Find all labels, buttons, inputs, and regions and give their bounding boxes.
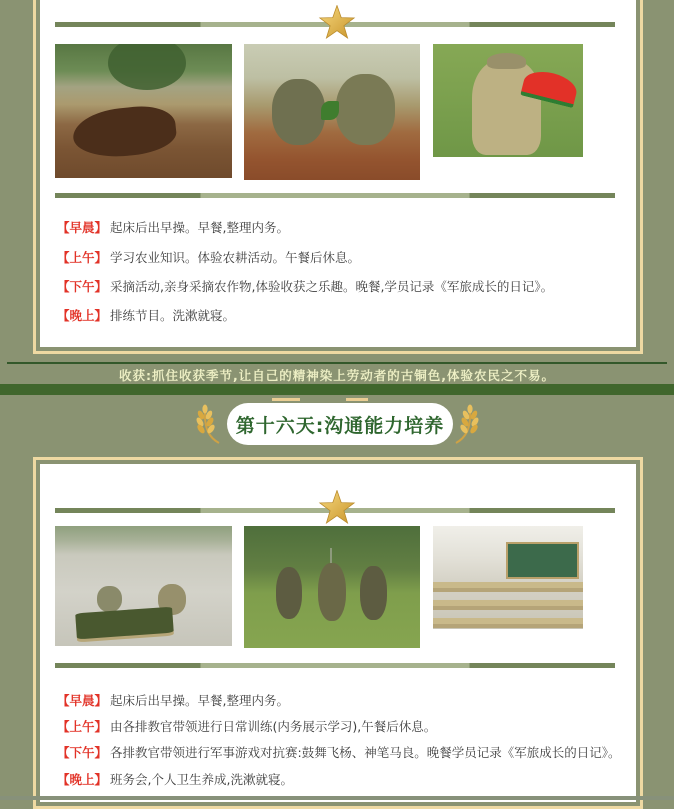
figure-shape	[276, 567, 302, 618]
time-label: 【下午】	[57, 745, 108, 760]
schedule-row	[57, 691, 628, 709]
activity-text: 班务会,个人卫生养成,洗漱就寝。	[110, 772, 293, 787]
green-mat-shape	[75, 607, 174, 640]
day-title-pill	[227, 403, 453, 445]
gold-star-icon	[318, 490, 356, 527]
schedule-row	[57, 218, 628, 236]
activity-text: 由各排教官带领进行日常训练(内务展示学习),午餐后休息。	[110, 719, 437, 734]
schedule-row	[57, 717, 628, 735]
day-title-text: 第十六天:沟通能力培养	[235, 414, 445, 437]
figure-shape	[272, 79, 325, 144]
gold-star-icon	[318, 5, 356, 42]
activity-text: 排练节目。洗漱就寝。	[110, 308, 236, 323]
day16-card	[40, 464, 636, 802]
title-accent-dash	[272, 398, 300, 401]
title-accent-dash	[346, 398, 368, 401]
time-label: 【晚上】	[57, 772, 108, 787]
schedule-row	[57, 743, 628, 761]
day16-card-frame	[33, 457, 643, 809]
schedule-row	[57, 306, 628, 324]
summary-divider-line	[7, 362, 667, 364]
figure-shape	[360, 566, 386, 620]
activity-text: 起床后出早操。早餐,整理内务。	[110, 693, 289, 708]
time-label: 【早晨】	[57, 220, 108, 235]
photo-text-divider-line	[55, 193, 615, 198]
figure-shape	[336, 74, 396, 145]
photo-classroom	[433, 526, 583, 629]
time-label: 【上午】	[57, 719, 108, 734]
schedule-row	[57, 770, 628, 788]
time-label: 【早晨】	[57, 693, 108, 708]
chalkboard-shape	[506, 542, 579, 579]
photo-text-divider-line	[55, 663, 615, 668]
time-label: 【上午】	[57, 250, 108, 265]
prev-day-card-frame	[33, 0, 643, 354]
wheat-ear-icon	[452, 404, 479, 445]
schedule-row	[57, 248, 628, 266]
figure-shape	[97, 586, 122, 612]
day-summary-text: 收获:抓住收获季节,让自己的精神染上劳动者的古铜色,体验农民之不易。	[119, 368, 555, 383]
time-label: 【晚上】	[57, 308, 108, 323]
section-divider-band	[0, 384, 674, 395]
photo-ox-plowing	[55, 44, 232, 178]
activity-text: 起床后出早操。早餐,整理内务。	[110, 220, 289, 235]
time-label: 【下午】	[57, 279, 108, 294]
activity-text: 采摘活动,亲身采摘农作物,体验收获之乐趣。晚餐,学员记录《军旅成长的日记》。	[110, 279, 554, 294]
photo-team-game-field	[244, 526, 420, 648]
schedule-row	[57, 277, 628, 295]
photo-child-watermelon	[433, 44, 583, 157]
photo-children-planting	[244, 44, 420, 180]
activity-text: 各排教官带领进行军事游戏对抗赛:鼓舞飞杨、神笔马良。晚餐学员记录《军旅成长的日记》。	[110, 745, 621, 760]
desk-rows-shape	[433, 582, 583, 629]
wheat-ear-icon	[196, 404, 223, 445]
tree-shape	[108, 44, 186, 90]
cap-shape	[487, 53, 526, 69]
activity-text: 学习农业知识。体验农耕活动。午餐后休息。	[110, 250, 361, 265]
ox-shape	[70, 103, 177, 162]
figure-shape	[318, 563, 346, 622]
photo-mat-folding-drill	[55, 526, 232, 646]
prev-day-card	[40, 0, 636, 347]
bottom-edge-strip	[0, 796, 674, 800]
